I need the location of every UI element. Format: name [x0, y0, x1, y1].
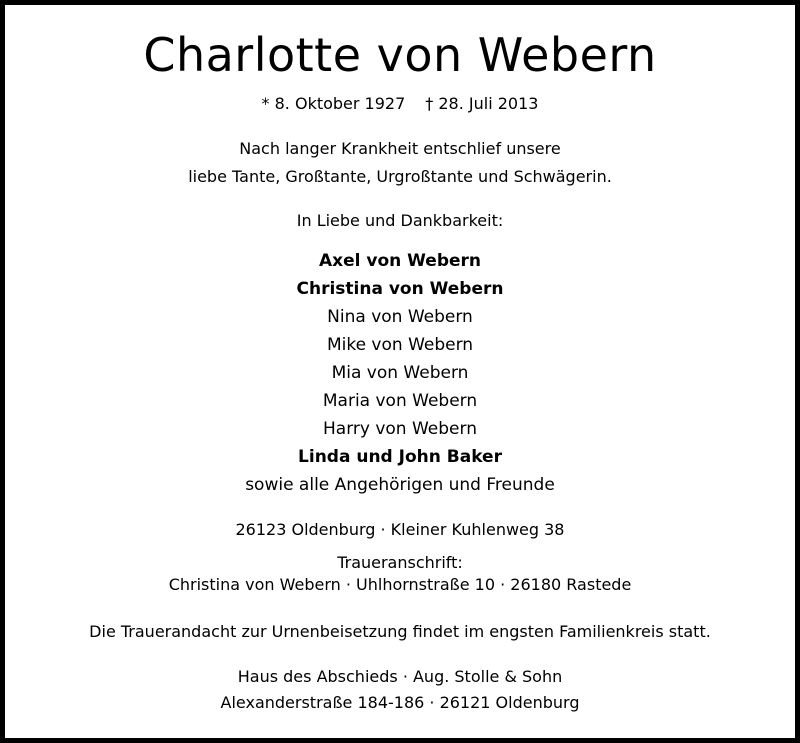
life-dates — [5, 93, 795, 115]
family-member: Linda und John Baker — [298, 447, 502, 467]
family-member: Axel von Webern — [318, 251, 482, 271]
death-date: † 28. Juli 2013 — [425, 94, 539, 113]
funeral-home-line-1: Haus des Abschieds · Aug. Stolle & Sohn — [237, 667, 563, 686]
address-line: 26123 Oldenburg · Kleiner Kuhlenweg 38 — [235, 520, 565, 539]
family-member: Nina von Webern — [327, 307, 473, 327]
funeral-home-line-2: Alexanderstraße 184-186 · 26121 Oldenburg — [220, 693, 580, 712]
family-member: Christina von Webern — [296, 279, 504, 299]
deceased-name: Charlotte von Webern — [143, 28, 657, 82]
ceremony-line: Die Trauerandacht zur Urnenbeisetzung findet im engsten Familienkreis statt. — [89, 622, 711, 641]
intro-line-1: Nach langer Krankheit entschlief unsere — [239, 139, 561, 158]
dedication: In Liebe und Dankbarkeit: — [296, 211, 504, 230]
family-member: Mia von Webern — [331, 363, 469, 383]
mourning-address-label: Traueranschrift: — [337, 553, 463, 572]
others-line: sowie alle Angehörigen und Freunde — [245, 475, 555, 495]
mourning-address: Christina von Webern · Uhlhornstraße 10 · 26180 Rastede — [168, 575, 632, 594]
family-member: Harry von Webern — [323, 419, 477, 439]
family-member: Maria von Webern — [322, 391, 478, 411]
intro-line-2: liebe Tante, Großtante, Urgroßtante und Schwägerin. — [188, 167, 612, 186]
birth-date: * 8. Oktober 1927 — [261, 94, 406, 113]
family-member: Mike von Webern — [326, 335, 474, 355]
